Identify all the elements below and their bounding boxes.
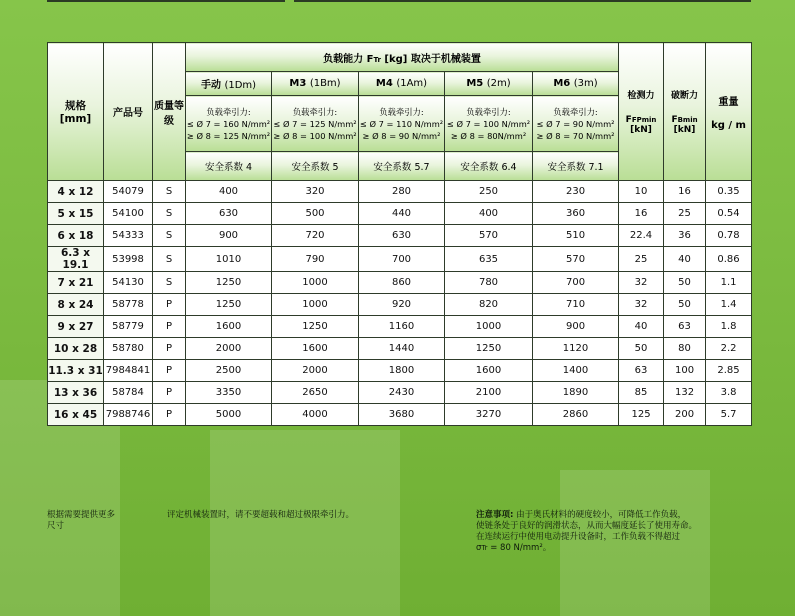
cell-grade: P xyxy=(153,294,186,316)
cell-weight: 1.1 xyxy=(706,272,752,294)
cell-breaking-force: 40 xyxy=(664,247,706,272)
cell-load-m4: 1160 xyxy=(359,316,445,338)
cell-size: 13 x 36 xyxy=(48,382,104,404)
cell-load-manual: 630 xyxy=(186,203,272,225)
load-spec-manual: 负载牵引力: ≤ Ø 7 = 160 N/mm² ≥ Ø 8 = 125 N/mm² xyxy=(186,96,272,152)
cell-test-force: 10 xyxy=(619,181,664,203)
cell-load-manual: 900 xyxy=(186,225,272,247)
cell-load-m4: 700 xyxy=(359,247,445,272)
cell-grade: S xyxy=(153,181,186,203)
cell-load-manual: 1250 xyxy=(186,294,272,316)
cell-test-force: 32 xyxy=(619,272,664,294)
cell-load-m3: 320 xyxy=(272,181,359,203)
table-row xyxy=(48,181,752,203)
header-breaking-force: 破断力 FBmin [kN] xyxy=(664,43,706,181)
cell-load-m5: 635 xyxy=(445,247,533,272)
cell-grade: S xyxy=(153,203,186,225)
table-row xyxy=(48,225,752,247)
cell-size: 7 x 21 xyxy=(48,272,104,294)
cell-part-number: 58784 xyxy=(104,382,153,404)
cell-test-force: 50 xyxy=(619,338,664,360)
cell-grade: P xyxy=(153,360,186,382)
cell-grade: P xyxy=(153,382,186,404)
cell-test-force: 22.4 xyxy=(619,225,664,247)
cell-load-m6: 510 xyxy=(533,225,619,247)
cell-load-manual: 400 xyxy=(186,181,272,203)
cell-size: 16 x 45 xyxy=(48,404,104,426)
cell-weight: 3.8 xyxy=(706,382,752,404)
cell-grade: P xyxy=(153,316,186,338)
table-row xyxy=(48,382,752,404)
cell-grade: P xyxy=(153,338,186,360)
cell-grade: S xyxy=(153,272,186,294)
header-size: 规格 [mm] xyxy=(48,43,104,181)
note-attention: 注意事项: 由于奥氏材料的硬度较小，可降低工作负载， 使链条处于良好的润滑状态，从而大幅度延长了使用寿命。 在连续运行中使用电动提升设备时，工作负载不得超过 σTr = 80 N/mm²。 xyxy=(476,510,698,553)
chain-spec-table xyxy=(47,42,752,426)
table-row xyxy=(48,404,752,426)
cell-part-number: 54130 xyxy=(104,272,153,294)
cell-size: 5 x 15 xyxy=(48,203,104,225)
cell-load-m5: 570 xyxy=(445,225,533,247)
cell-test-force: 85 xyxy=(619,382,664,404)
cell-weight: 1.4 xyxy=(706,294,752,316)
cell-load-m6: 360 xyxy=(533,203,619,225)
cell-load-m3: 500 xyxy=(272,203,359,225)
table-row xyxy=(48,360,752,382)
cell-load-m4: 440 xyxy=(359,203,445,225)
cell-weight: 5.7 xyxy=(706,404,752,426)
cell-size: 9 x 27 xyxy=(48,316,104,338)
mode-manual: 手动 (1Dm) xyxy=(186,72,272,96)
cell-load-m3: 1000 xyxy=(272,294,359,316)
cell-load-m5: 400 xyxy=(445,203,533,225)
note-rating-warning: 评定机械装置时，请不要超载和超过极限牵引力。 xyxy=(167,510,355,520)
cell-load-m6: 710 xyxy=(533,294,619,316)
cell-load-m4: 3680 xyxy=(359,404,445,426)
cell-breaking-force: 80 xyxy=(664,338,706,360)
cell-grade: S xyxy=(153,225,186,247)
table-row xyxy=(48,247,752,272)
cell-weight: 0.86 xyxy=(706,247,752,272)
cell-part-number: 54333 xyxy=(104,225,153,247)
load-spec-m6: 负载牵引力: ≤ Ø 7 = 90 N/mm² ≥ Ø 8 = 70 N/mm² xyxy=(533,96,619,152)
cell-part-number: 58779 xyxy=(104,316,153,338)
safety-factor-m3: 安全系数 5 xyxy=(272,152,359,181)
cell-load-m3: 2000 xyxy=(272,360,359,382)
cell-breaking-force: 200 xyxy=(664,404,706,426)
cell-load-m5: 2100 xyxy=(445,382,533,404)
cell-load-m3: 1600 xyxy=(272,338,359,360)
cell-load-m5: 820 xyxy=(445,294,533,316)
cell-load-m4: 2430 xyxy=(359,382,445,404)
cell-load-manual: 1010 xyxy=(186,247,272,272)
spec-table-body xyxy=(48,181,752,426)
safety-factor-m5: 安全系数 6.4 xyxy=(445,152,533,181)
cell-weight: 2.85 xyxy=(706,360,752,382)
cell-load-m3: 790 xyxy=(272,247,359,272)
cell-load-m4: 1440 xyxy=(359,338,445,360)
cell-breaking-force: 50 xyxy=(664,294,706,316)
cell-breaking-force: 50 xyxy=(664,272,706,294)
cell-breaking-force: 132 xyxy=(664,382,706,404)
cell-load-m4: 1800 xyxy=(359,360,445,382)
cell-breaking-force: 100 xyxy=(664,360,706,382)
cell-grade: S xyxy=(153,247,186,272)
header-grade: 质量等级 xyxy=(153,43,186,181)
cell-breaking-force: 63 xyxy=(664,316,706,338)
cell-load-manual: 5000 xyxy=(186,404,272,426)
cell-load-m6: 700 xyxy=(533,272,619,294)
header-test-force: 检测力 FFPmin [kN] xyxy=(619,43,664,181)
safety-factor-manual: 安全系数 4 xyxy=(186,152,272,181)
cell-breaking-force: 25 xyxy=(664,203,706,225)
cell-load-m6: 1120 xyxy=(533,338,619,360)
cell-part-number: 7984841 xyxy=(104,360,153,382)
top-rule-right xyxy=(294,0,751,2)
background-shape xyxy=(210,430,400,616)
cell-load-m6: 570 xyxy=(533,247,619,272)
cell-size: 11.3 x 31 xyxy=(48,360,104,382)
cell-load-m6: 1890 xyxy=(533,382,619,404)
cell-load-m6: 1400 xyxy=(533,360,619,382)
header-weight: 重量 kg / m xyxy=(706,43,752,181)
cell-load-m4: 860 xyxy=(359,272,445,294)
cell-size: 6 x 18 xyxy=(48,225,104,247)
cell-weight: 0.54 xyxy=(706,203,752,225)
cell-size: 4 x 12 xyxy=(48,181,104,203)
table-row xyxy=(48,272,752,294)
cell-load-m5: 1250 xyxy=(445,338,533,360)
mode-m5: M5 (2m) xyxy=(445,72,533,96)
cell-test-force: 40 xyxy=(619,316,664,338)
cell-breaking-force: 36 xyxy=(664,225,706,247)
cell-weight: 2.2 xyxy=(706,338,752,360)
cell-load-m5: 3270 xyxy=(445,404,533,426)
load-spec-m3: 负载牵引力: ≤ Ø 7 = 125 N/mm² ≥ Ø 8 = 100 N/mm² xyxy=(272,96,359,152)
load-spec-m5: 负载牵引力: ≤ Ø 7 = 100 N/mm² ≥ Ø 8 = 80N/mm² xyxy=(445,96,533,152)
cell-load-m3: 4000 xyxy=(272,404,359,426)
table-row xyxy=(48,294,752,316)
cell-size: 8 x 24 xyxy=(48,294,104,316)
cell-load-m3: 720 xyxy=(272,225,359,247)
cell-test-force: 25 xyxy=(619,247,664,272)
cell-size: 10 x 28 xyxy=(48,338,104,360)
cell-part-number: 53998 xyxy=(104,247,153,272)
cell-test-force: 16 xyxy=(619,203,664,225)
table-row xyxy=(48,338,752,360)
cell-load-m4: 920 xyxy=(359,294,445,316)
table-row xyxy=(48,203,752,225)
cell-load-m3: 2650 xyxy=(272,382,359,404)
cell-load-m5: 250 xyxy=(445,181,533,203)
cell-part-number: 58778 xyxy=(104,294,153,316)
safety-factor-m4: 安全系数 5.7 xyxy=(359,152,445,181)
cell-part-number: 54079 xyxy=(104,181,153,203)
cell-load-m4: 280 xyxy=(359,181,445,203)
header-load-capacity: 负载能力 FTr [kg] 取决于机械装置 xyxy=(186,43,619,72)
cell-breaking-force: 16 xyxy=(664,181,706,203)
cell-load-m3: 1000 xyxy=(272,272,359,294)
top-rule-left xyxy=(47,0,285,2)
cell-load-manual: 1250 xyxy=(186,272,272,294)
cell-load-m6: 900 xyxy=(533,316,619,338)
cell-load-m6: 230 xyxy=(533,181,619,203)
cell-test-force: 63 xyxy=(619,360,664,382)
cell-load-manual: 2500 xyxy=(186,360,272,382)
cell-load-manual: 2000 xyxy=(186,338,272,360)
mode-m4: M4 (1Am) xyxy=(359,72,445,96)
cell-load-manual: 3350 xyxy=(186,382,272,404)
cell-part-number: 58780 xyxy=(104,338,153,360)
cell-load-m5: 1600 xyxy=(445,360,533,382)
note-more-sizes: 根据需要提供更多 尺寸 xyxy=(47,510,116,531)
cell-weight: 0.78 xyxy=(706,225,752,247)
cell-load-manual: 1600 xyxy=(186,316,272,338)
cell-part-number: 54100 xyxy=(104,203,153,225)
cell-load-m5: 780 xyxy=(445,272,533,294)
cell-weight: 1.8 xyxy=(706,316,752,338)
table-row xyxy=(48,316,752,338)
cell-test-force: 32 xyxy=(619,294,664,316)
cell-weight: 0.35 xyxy=(706,181,752,203)
cell-grade: P xyxy=(153,404,186,426)
cell-size: 6.3 x 19.1 xyxy=(48,247,104,272)
cell-test-force: 125 xyxy=(619,404,664,426)
cell-load-m5: 1000 xyxy=(445,316,533,338)
cell-load-m6: 2860 xyxy=(533,404,619,426)
cell-load-m4: 630 xyxy=(359,225,445,247)
mode-m6: M6 (3m) xyxy=(533,72,619,96)
cell-load-m3: 1250 xyxy=(272,316,359,338)
safety-factor-m6: 安全系数 7.1 xyxy=(533,152,619,181)
header-part-number: 产品号 xyxy=(104,43,153,181)
load-spec-m4: 负载牵引力: ≤ Ø 7 = 110 N/mm² ≥ Ø 8 = 90 N/mm² xyxy=(359,96,445,152)
cell-part-number: 7988746 xyxy=(104,404,153,426)
mode-m3: M3 (1Bm) xyxy=(272,72,359,96)
